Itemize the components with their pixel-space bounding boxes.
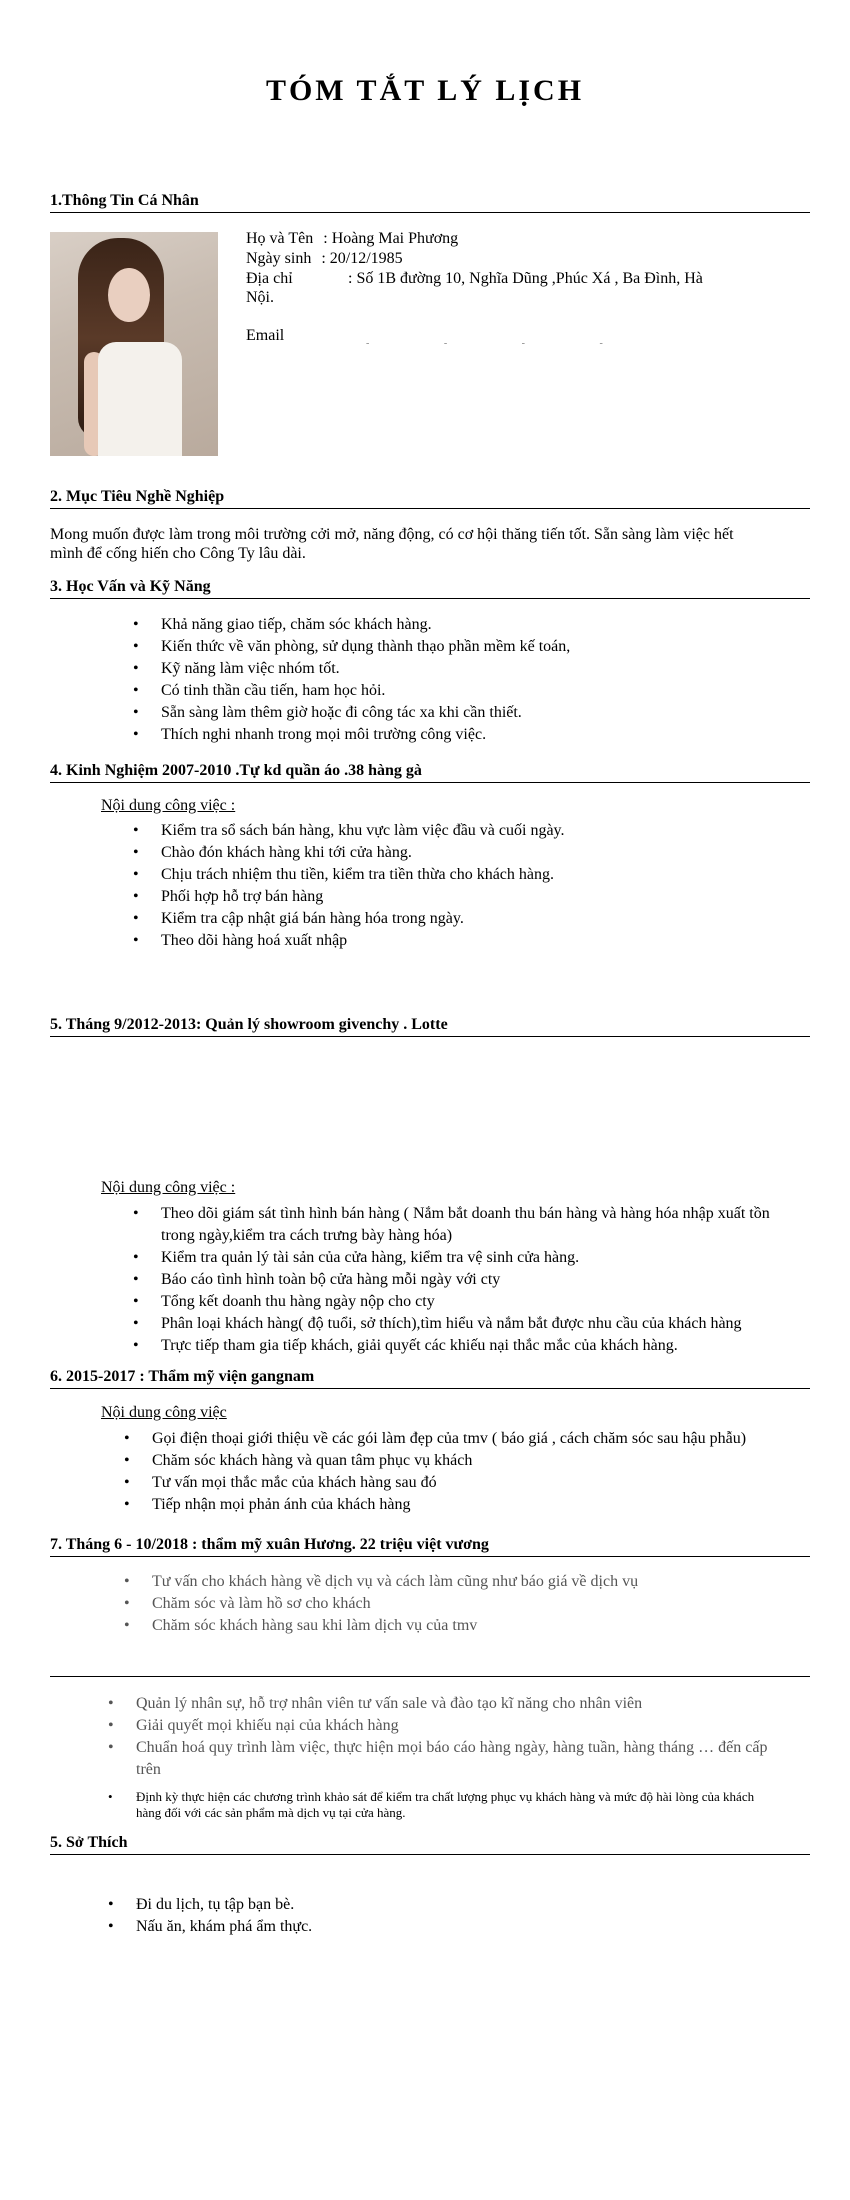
list-item: • Kiểm tra sổ sách bán hàng, khu vực làm việc đầu và cuối ngày.: [161, 820, 565, 842]
objective-line-1: Mong muốn được làm trong môi trường cởi mở, năng động, có cơ hội thăng tiến tốt. Sẵn sàng làm việc hết: [50, 526, 734, 543]
list-item-continuation: trên: [136, 1761, 161, 1778]
section-exp3-heading: 6. 2015-2017 : Thẩm mỹ viện gangnam: [50, 1368, 810, 1389]
section-personal-heading: 1.Thông Tin Cá Nhân: [50, 192, 810, 213]
list-item: • Kiểm tra cập nhật giá bán hàng hóa trong ngày.: [161, 908, 565, 930]
list-item: • Có tinh thần cầu tiến, ham học hỏi.: [161, 680, 570, 702]
list-item: • Chịu trách nhiệm thu tiền, kiểm tra tiền thừa cho khách hàng.: [161, 864, 565, 886]
dob-label: Ngày sinh: [246, 250, 312, 267]
exp4-list: [152, 1571, 638, 1637]
list-item: • Theo dõi hàng hoá xuất nhập: [161, 930, 565, 952]
list-item-continuation: hàng đối với các sản phẩm mà dịch vụ tại cửa hàng.: [136, 1805, 406, 1820]
list-item-continuation: trong ngày,kiểm tra cách trưng bày hàng hóa): [161, 1227, 453, 1244]
list-item: [161, 1203, 811, 1247]
list-item: • Báo cáo tình hình toàn bộ cửa hàng mỗi ngày với cty: [161, 1269, 811, 1291]
dob-value: : 20/12/1985: [321, 250, 403, 267]
list-item: • Chào đón khách hàng khi tới cửa hàng.: [161, 842, 565, 864]
list-item: • Tiếp nhận mọi phản ánh của khách hàng: [152, 1494, 746, 1516]
list-item: • Đi du lịch, tụ tập bạn bè.: [136, 1894, 312, 1916]
photo-top: [98, 342, 182, 456]
address-continuation: Nội.: [246, 289, 274, 306]
address-label: Địa chỉ: [246, 270, 293, 287]
list-item: • Tổng kết doanh thu hàng ngày nộp cho cty: [161, 1291, 811, 1313]
exp5-small-list: [136, 1789, 811, 1821]
section-hobbies-heading: 5. Sở Thích: [50, 1834, 810, 1855]
section-exp2-heading: 5. Tháng 9/2012-2013: Quản lý showroom givenchy . Lotte: [50, 1016, 810, 1037]
address-value: : Số 1B đường 10, Nghĩa Dũng ,Phúc Xá , Ba Đình, Hà: [348, 270, 703, 287]
page-title: TÓM TẮT LÝ LỊCH: [265, 74, 585, 107]
email-value-redacted: - - - -: [366, 338, 639, 349]
list-item-text: Định kỳ thực hiện các chương trình khảo sát để kiểm tra chất lượng phục vụ khách hàng và mức độ hài lòng của khách: [136, 1789, 755, 1804]
name-value: : Hoàng Mai Phương: [323, 230, 459, 247]
list-item: • Sẵn sàng làm thêm giờ hoặc đi công tác xa khi cần thiết.: [161, 702, 570, 724]
list-item: • Nấu ăn, khám phá ẩm thực.: [136, 1916, 312, 1938]
section-education-heading: 3. Học Vấn và Kỹ Năng: [50, 578, 810, 599]
name-label: Họ và Tên: [246, 230, 314, 247]
exp2-subheading: Nội dung công việc :: [101, 1179, 236, 1196]
list-item: • Gọi điện thoại giới thiệu về các gói làm đẹp của tmv ( báo giá , cách chăm sóc sau hậu phẫu): [152, 1428, 746, 1450]
list-item: • Thích nghi nhanh trong mọi môi trường công việc.: [161, 724, 570, 746]
list-item: • Kiểm tra quản lý tài sản của cửa hàng, kiểm tra vệ sinh cửa hàng.: [161, 1247, 811, 1269]
email-label: Email: [246, 327, 285, 344]
photo-face: [108, 268, 150, 322]
list-item: [136, 1737, 811, 1781]
list-item: • Chăm sóc khách hàng sau khi làm dịch vụ của tmv: [152, 1615, 638, 1637]
section-exp1-heading: 4. Kinh Nghiệm 2007-2010 .Tự kd quần áo .38 hàng gà: [50, 762, 810, 783]
list-item: • Quản lý nhân sự, hỗ trợ nhân viên tư vấn sale và đào tạo kĩ năng cho nhân viên: [136, 1693, 811, 1715]
section-objective-heading: 2. Mục Tiêu Nghề Nghiệp: [50, 488, 810, 509]
list-item: • Tư vấn mọi thắc mắc của khách hàng sau đó: [152, 1472, 746, 1494]
exp1-subheading: Nội dung công việc :: [101, 797, 236, 814]
list-item-text: Chuẩn hoá quy trình làm việc, thực hiện mọi báo cáo hàng ngày, hàng tuần, hàng tháng … đến cấp: [136, 1739, 768, 1756]
exp3-subheading: Nội dung công việc: [101, 1404, 227, 1421]
list-item: • Kiến thức về văn phòng, sử dụng thành thạo phần mềm kế toán,: [161, 636, 570, 658]
list-item: • Khả năng giao tiếp, chăm sóc khách hàng.: [161, 614, 570, 636]
list-item: • Tư vấn cho khách hàng về dịch vụ và cách làm cũng như báo giá về dịch vụ: [152, 1571, 638, 1593]
list-item: • Trực tiếp tham gia tiếp khách, giải quyết các khiếu nại thắc mắc của khách hàng.: [161, 1335, 811, 1357]
education-list: [161, 614, 570, 746]
objective-line-2: mình để cống hiến cho Công Ty lâu dài.: [50, 545, 306, 562]
section-divider: [50, 1676, 810, 1677]
dob-row: [246, 250, 403, 268]
section-exp4-heading: 7. Tháng 6 - 10/2018 : thẩm mỹ xuân Hương. 22 triệu việt vương: [50, 1536, 810, 1557]
name-row: [246, 230, 458, 248]
exp5-list: [136, 1693, 811, 1781]
list-item: • Kỹ năng làm việc nhóm tốt.: [161, 658, 570, 680]
profile-photo: [50, 232, 218, 456]
list-item: • Phân loại khách hàng( độ tuổi, sở thích),tìm hiểu và nắm bắt được nhu cầu của khách hàng: [161, 1313, 811, 1335]
address-row: [246, 270, 703, 288]
exp1-list: [161, 820, 565, 952]
list-item: • Phối hợp hỗ trợ bán hàng: [161, 886, 565, 908]
exp2-list: [161, 1203, 811, 1357]
exp3-list: [152, 1428, 746, 1516]
list-item: • Chăm sóc khách hàng và quan tâm phục vụ khách: [152, 1450, 746, 1472]
list-item: [136, 1789, 811, 1821]
list-item: • Chăm sóc và làm hồ sơ cho khách: [152, 1593, 638, 1615]
hobbies-list: [136, 1894, 312, 1938]
list-item-text: Theo dõi giám sát tình hình bán hàng ( Nắm bắt doanh thu bán hàng và hàng hóa nhập xuất tồn: [161, 1205, 770, 1222]
list-item: • Giải quyết mọi khiếu nại của khách hàng: [136, 1715, 811, 1737]
